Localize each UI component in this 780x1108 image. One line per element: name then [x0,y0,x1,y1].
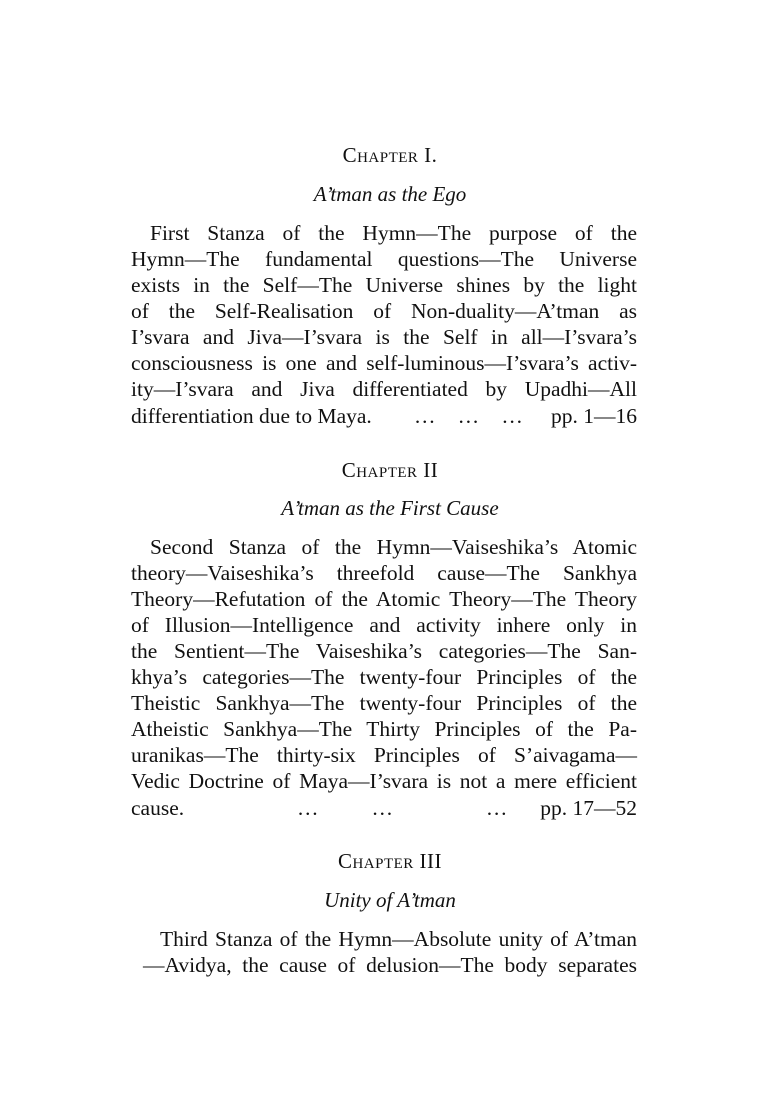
chapter-1-summary-line: ity—I’svara and Jiva differentiated by Upadhi—All [131,377,637,401]
chapter-1-heading: Chapter I. [342,143,438,167]
chapter-2-summary-line: uranikas—The thirty-six Principles of S’aivagama— [131,743,637,767]
chapter-2-summary-line: Second Stanza of the Hymn—Vaiseshika’s Atomic [150,535,637,559]
chapter-1-last-text: differentiation due to Maya. [131,404,372,428]
chapter-2-summary-line: Theistic Sankhya—The twenty-four Principles of the [131,691,637,715]
chapter-2-summary-line: Atheistic Sankhya—The Thirty Principles of the Pa- [131,717,637,741]
chapter-3-title: Unity of A’tman [324,888,456,912]
dot-leader: … [413,404,436,428]
dot-leader: … [485,796,508,820]
chapter-2-summary-line: theory—Vaiseshika’s threefold cause—The Sankhya [131,561,637,585]
dot-leader: … [457,404,480,428]
chapter-1-summary-line: Hymn—The fundamental questions—The Universe [131,247,637,271]
dot-leader: … [297,796,319,820]
chapter-3-summary-line: Third Stanza of the Hymn—Absolute unity of A’tman [160,927,637,951]
chapter-1-page-range: pp. 1—16 [551,404,637,428]
dot-leader: … [501,404,523,428]
chapter-1-summary-line: of the Self-Realisation of Non-duality—A’tman as [131,299,637,323]
chapter-2-page-reference-line [131,795,637,821]
chapter-1-summary-line: I’svara and Jiva—I’svara is the Self in all—I’svara’s [131,325,637,349]
dot-leader: … [371,796,393,820]
chapter-3-heading: Chapter III [337,849,443,873]
chapter-2-summary-line: Vedic Doctrine of Maya—I’svara is not a mere efficient [131,769,637,793]
chapter-2-last-text: cause. [131,796,185,820]
chapter-1-summary-line: exists in the Self—The Universe shines by the light [131,273,637,297]
chapter-3-summary-line: —Avidya, the cause of delusion—The body separates [143,953,637,977]
chapter-1-summary-line: consciousness is one and self-luminous—I’svara’s activ- [131,351,637,375]
chapter-1-summary-line: First Stanza of the Hymn—The purpose of the [150,221,637,245]
chapter-2-summary-line: khya’s categories—The twenty-four Principles of the [131,665,637,689]
chapter-1-title: A’tman as the Ego [313,182,467,206]
chapter-2-title: A’tman as the First Cause [281,496,499,520]
chapter-2-summary-line: Theory—Refutation of the Atomic Theory—The Theory [131,587,637,611]
chapter-2-heading: Chapter II [341,458,439,482]
chapter-2-summary-line: of Illusion—Intelligence and activity inhere only in [131,613,637,637]
chapter-1-page-reference-line [131,403,637,429]
chapter-2-summary-line: the Sentient—The Vaiseshika’s categories—The San- [131,639,637,663]
chapter-2-page-range: pp. 17—52 [540,796,637,820]
